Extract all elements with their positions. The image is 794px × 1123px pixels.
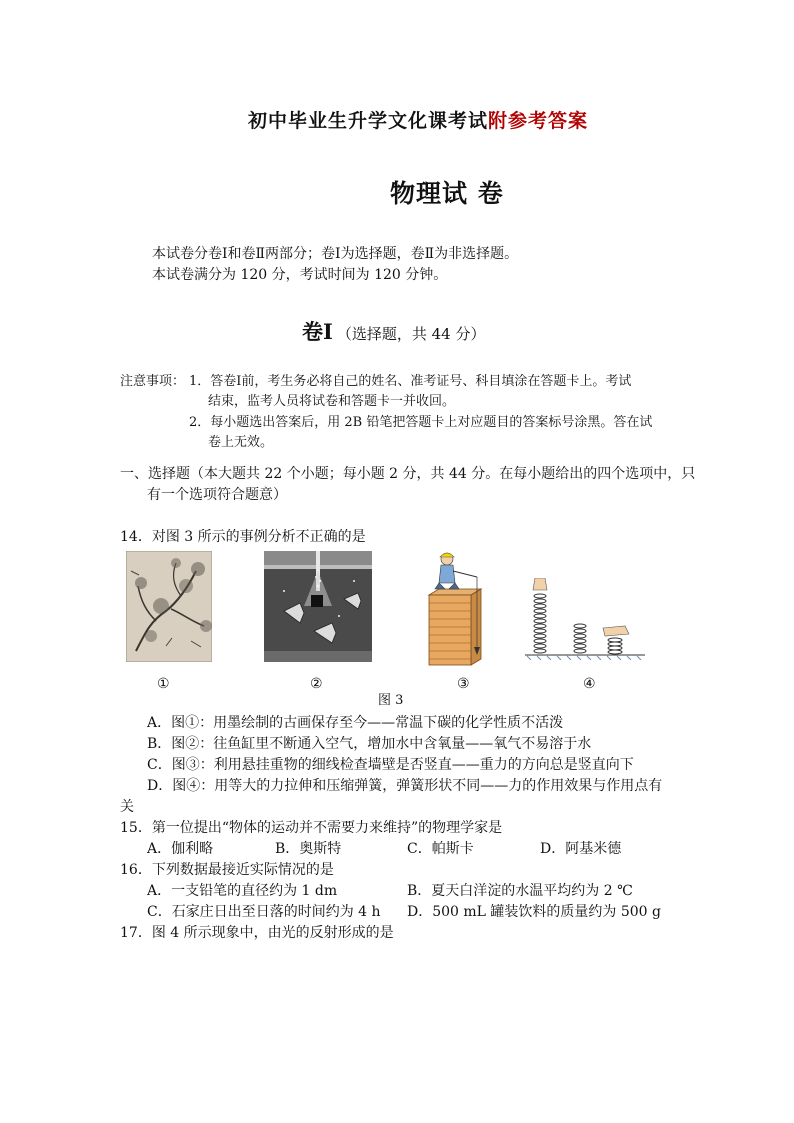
section-title-bold: 卷Ⅰ <box>302 319 333 344</box>
q14-stem: 14．对图 3 所示的事例分析不正确的是 <box>120 529 366 545</box>
q16-option-d: D．500 mL 罐装饮料的质量约为 500 g <box>407 904 662 920</box>
exam-header <box>248 106 588 133</box>
intro-line-2: 本试卷满分为 120 分，考试时间为 120 分钟。 <box>152 267 448 283</box>
figure-3-3-plumb-line-wall <box>419 549 495 667</box>
exam-header-title: 初中毕业生升学文化课考试 <box>248 110 489 132</box>
q15-option-a: A．伽利略 <box>147 841 214 857</box>
intro-line-1: 本试卷分卷Ⅰ和卷Ⅱ两部分；卷Ⅰ为选择题，卷Ⅱ为非选择题。 <box>152 246 519 262</box>
q15-option-c: C．帕斯卡 <box>407 841 474 857</box>
q14-option-d-wrap: 关 <box>120 799 134 815</box>
q14-option-a: A．图①：用墨绘制的古画保存至今——常温下碳的化学性质不活泼 <box>147 715 564 731</box>
part-one-line-1: 一、选择题（本大题共 22 个小题；每小题 2 分，共 44 分。在每小题给出的四个选项中，只 <box>120 466 696 482</box>
q15-option-d: D．阿基米德 <box>540 841 622 857</box>
section-title <box>302 316 485 346</box>
q14-option-b: B．图②：往鱼缸里不断通入空气，增加水中含氧量——氧气不易溶于水 <box>147 736 592 752</box>
note-1-line-2: 结束，监考人员将试卷和答题卡一并收回。 <box>208 394 456 409</box>
q16-option-c: C．石家庄日出至日落的时间约为 4 h <box>147 904 381 920</box>
figure-3-1-ink-painting <box>126 551 212 662</box>
figure-label-2: ② <box>310 676 323 692</box>
q16-option-a: A．一支铅笔的直径约为 1 dm <box>147 883 338 899</box>
notes-label: 注意事项： <box>120 374 186 389</box>
figure-3-2-aquarium <box>264 551 372 662</box>
q14-option-c: C．图③：利用悬挂重物的细线检查墙壁是否竖直——重力的方向总是竖直向下 <box>147 757 634 773</box>
figure-label-3: ③ <box>457 676 470 692</box>
exam-header-answer-note: 附参考答案 <box>488 110 589 132</box>
q16-option-b: B．夏天白洋淀的水温平均约为 2 ℃ <box>407 883 633 899</box>
note-1-line-1: 1．答卷Ⅰ前，考生务必将自己的姓名、准考证号、科目填涂在答题卡上。考试 <box>189 374 632 389</box>
note-2-line-1: 2．每小题选出答案后，用 2B 铅笔把答题卡上对应题目的答案标号涂黑。答在试 <box>189 415 653 430</box>
q17-stem: 17．图 4 所示现象中，由光的反射形成的是 <box>120 925 394 941</box>
section-title-rest: （选择题，共 44 分） <box>336 325 486 343</box>
part-one-line-2: 有一个选项符合题意） <box>147 487 287 503</box>
figure-caption: 图 3 <box>378 693 404 708</box>
q15-option-b: B．奥斯特 <box>275 841 342 857</box>
q16-stem: 16．下列数据最接近实际情况的是 <box>120 862 334 878</box>
q14-option-d: D．图④：用等大的力拉伸和压缩弹簧，弹簧形状不同——力的作用效果与作用点有 <box>147 778 663 794</box>
figure-3-4-springs <box>525 578 645 660</box>
note-2-line-2: 卷上无效。 <box>208 435 274 450</box>
subject-title: 物理试 卷 <box>390 179 504 208</box>
figure-label-4: ④ <box>583 676 596 692</box>
figure-label-1: ① <box>157 676 170 692</box>
q15-stem: 15．第一位提出“物体的运动并不需要力来维持”的物理学家是 <box>120 820 503 836</box>
